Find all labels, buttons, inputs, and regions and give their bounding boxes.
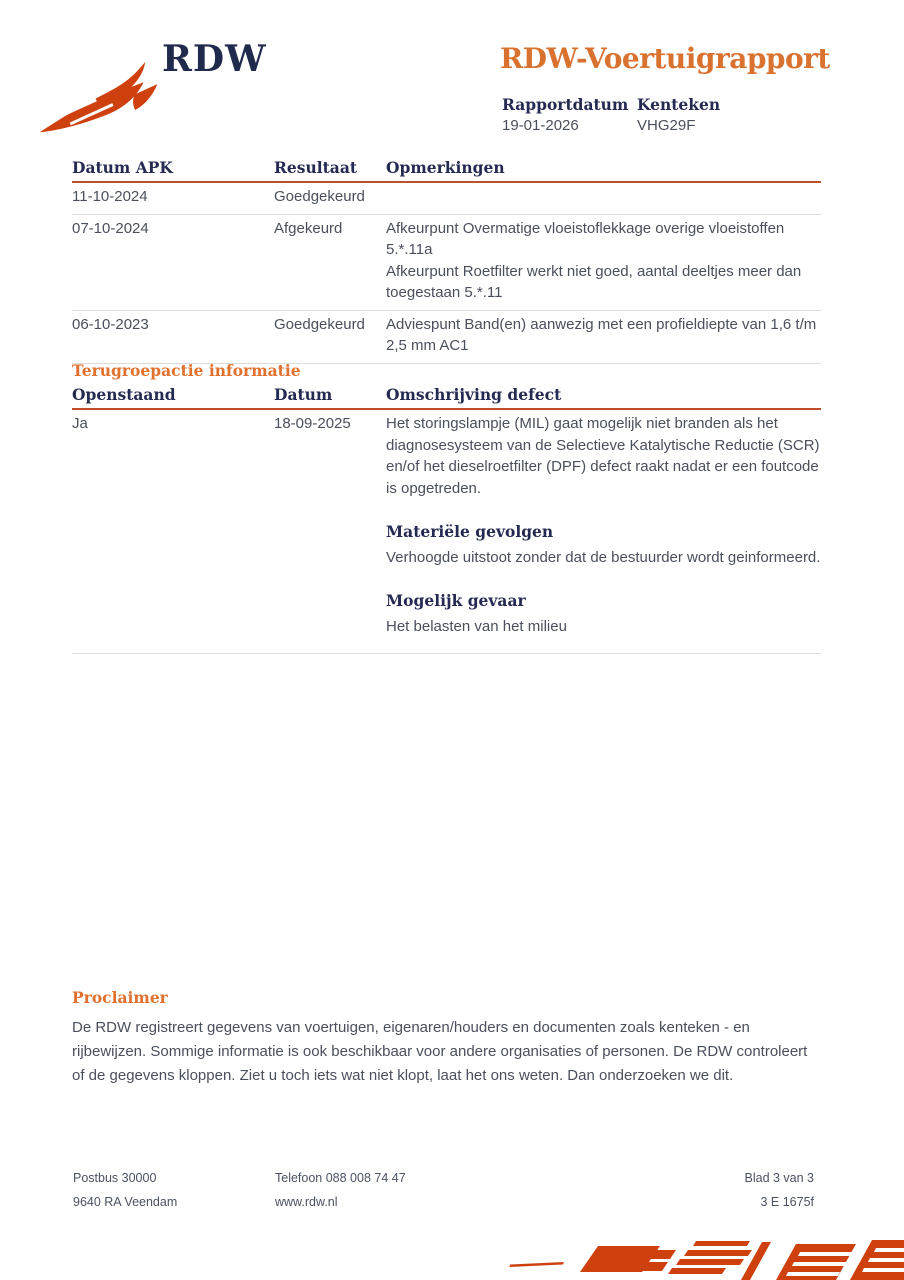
recall-open-cell: Ja bbox=[72, 415, 88, 432]
recall-date-cell: 18-09-2025 bbox=[274, 415, 351, 432]
footer-phone: Telefoon 088 008 74 47 bbox=[275, 1171, 406, 1185]
column-header-opmerkingen: Opmerkingen bbox=[386, 158, 505, 177]
footer-page-indicator: Blad 3 van 3 bbox=[744, 1171, 814, 1185]
report-date-label: Rapportdatum bbox=[502, 95, 629, 114]
apk-remarks-cell bbox=[386, 218, 821, 304]
license-plate-label: Kenteken bbox=[637, 95, 721, 114]
apk-history-table bbox=[72, 158, 821, 364]
apk-remarks-cell bbox=[386, 186, 821, 208]
column-header-resultaat: Resultaat bbox=[274, 158, 358, 177]
proclaimer-text: De RDW registreert gegevens van voertuigen, eigenaren/houders en documenten zoals kenteken - en rijbewijzen. Sommige informatie is ook beschikbaar voor andere organisaties of personen. De RDW controleert of de gegevens kloppen. Ziet u toch iets wat niet klopt, laat het ons weten. Dan onderzoeken we dit. bbox=[72, 1019, 808, 1084]
possible-danger-heading: Mogelijk gevaar bbox=[386, 591, 526, 610]
material-consequences-text: Verhoogde uitstoot zonder dat de bestuurder wordt geinformeerd. bbox=[386, 548, 821, 566]
apk-result-cell: Afgekeurd bbox=[274, 219, 343, 237]
column-header-datum: Datum bbox=[274, 385, 333, 404]
footer-address-line1: Postbus 30000 bbox=[73, 1171, 157, 1185]
apk-result-cell: Goedgekeurd bbox=[274, 315, 365, 333]
logo-wordmark: RDW bbox=[162, 38, 267, 80]
license-plate-value: VHG29F bbox=[637, 117, 696, 134]
recall-table bbox=[72, 385, 821, 654]
rdw-stripes-icon bbox=[500, 1238, 904, 1280]
table-row bbox=[72, 183, 821, 215]
recall-section-heading: Terugroepactie informatie bbox=[72, 361, 301, 380]
table-row bbox=[72, 311, 821, 364]
footer-doc-code: 3 E 1675f bbox=[760, 1195, 814, 1209]
table-row bbox=[72, 215, 821, 311]
recall-table-header-row bbox=[72, 385, 821, 410]
apk-date-cell: 07-10-2024 bbox=[72, 219, 149, 237]
report-date-value: 19-01-2026 bbox=[502, 117, 579, 134]
apk-date-cell: 06-10-2023 bbox=[72, 315, 149, 333]
column-header-openstaand: Openstaand bbox=[72, 385, 176, 404]
table-row bbox=[72, 410, 821, 654]
rdw-feather-icon bbox=[38, 60, 160, 136]
proclaimer-heading: Proclaimer bbox=[72, 988, 168, 1007]
recall-defect-description: Het storingslampje (MIL) gaat mogelijk niet branden als het diagnosesysteem van de Selectieve Katalytische Reductie (SCR) en/of het dieselroetfilter (DPF) defect raakt nadat er een foutcode is opgetreden. bbox=[386, 415, 820, 497]
page-title: RDW-Voertuigrapport bbox=[500, 42, 830, 75]
apk-date-cell: 11-10-2024 bbox=[72, 188, 148, 205]
remark-line: Adviespunt Band(en) aanwezig met een profieldiepte van 1,6 t/m 2,5 mm AC1 bbox=[386, 315, 817, 354]
apk-remarks-cell bbox=[386, 314, 821, 357]
apk-result-cell: Goedgekeurd bbox=[274, 188, 365, 205]
recall-description-cell bbox=[386, 413, 821, 637]
footer-website: www.rdw.nl bbox=[275, 1195, 338, 1209]
apk-table-header-row bbox=[72, 158, 821, 183]
remark-line: Afkeurpunt Roetfilter werkt niet goed, aantal deeltjes meer dan toegestaan 5.*.11 bbox=[386, 262, 802, 301]
column-header-datum-apk: Datum APK bbox=[72, 158, 173, 177]
possible-danger-text: Het belasten van het milieu bbox=[386, 617, 567, 635]
remark-line: Afkeurpunt Overmatige vloeistoflekkage overige vloeistoffen 5.*.11a bbox=[386, 219, 785, 258]
footer-address-line2: 9640 RA Veendam bbox=[73, 1195, 178, 1209]
material-consequences-heading: Materiële gevolgen bbox=[386, 522, 554, 541]
rdw-logo bbox=[36, 38, 276, 138]
column-header-omschrijving-defect: Omschrijving defect bbox=[386, 385, 562, 404]
